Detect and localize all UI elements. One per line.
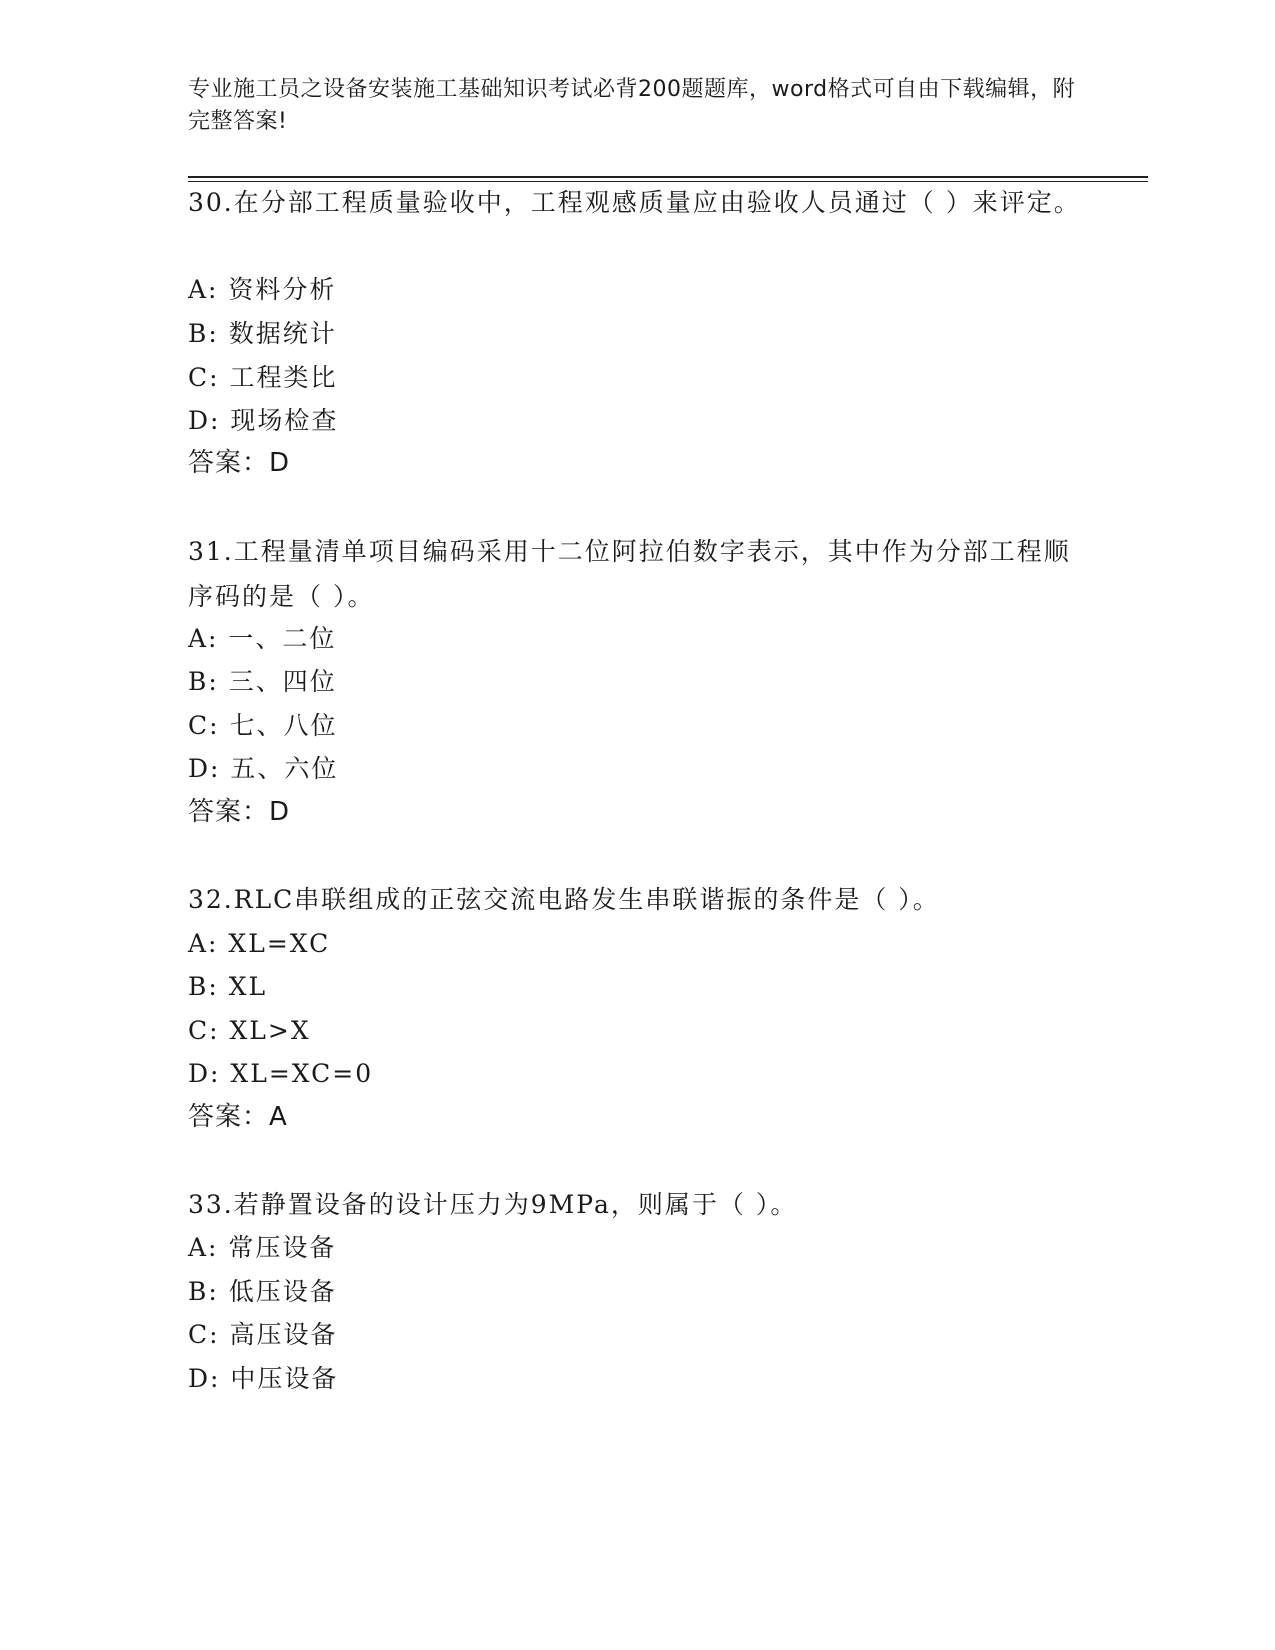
question-30-option-c: C: 工程类比	[188, 363, 338, 392]
question-31-stem: 31.工程量清单项目编码采用十二位阿拉伯数字表示，其中作为分部工程顺序码的是（ ）。	[188, 537, 1071, 611]
question-30-stem: 30.在分部工程质量验收中，工程观感质量应由验收人员通过（ ）来评定。	[188, 188, 1081, 217]
question-32-option-c: C: XL>X	[188, 1016, 311, 1045]
question-31-option-d: D: 五、六位	[188, 754, 339, 783]
question-31-option-c: C: 七、八位	[188, 711, 338, 740]
question-30-option-a: A: 资料分析	[188, 275, 337, 304]
question-33-option-a: A: 常压设备	[188, 1233, 337, 1262]
question-30-answer: 答案：D	[188, 448, 291, 478]
question-33-option-b: B: 低压设备	[188, 1277, 337, 1306]
question-33-option-d: D: 中压设备	[188, 1364, 339, 1393]
question-31-option-b: B: 三、四位	[188, 667, 337, 696]
question-30-option-b: B: 数据统计	[188, 319, 337, 348]
question-30-option-d: D: 现场检查	[188, 406, 339, 435]
question-32-answer: 答案：A	[188, 1102, 288, 1132]
header-divider	[188, 176, 1148, 178]
question-32-option-b: B: XL	[188, 972, 268, 1001]
document-header: 专业施工员之设备安装施工基础知识考试必背200题题库，word格式可自由下载编辑，附完整答案!	[188, 77, 1076, 134]
question-32-option-d: D: XL=XC=0	[188, 1059, 374, 1088]
question-33-option-c: C: 高压设备	[188, 1320, 338, 1349]
question-32-option-a: A: XL=XC	[188, 929, 331, 958]
question-31-option-a: A: 一、二位	[188, 624, 337, 653]
question-31-answer: 答案：D	[188, 797, 291, 827]
question-32-stem: 32.RLC串联组成的正弦交流电路发生串联谐振的条件是（ ）。	[188, 885, 940, 914]
question-33-stem: 33.若静置设备的设计压力为9MPa，则属于（ ）。	[188, 1190, 798, 1219]
